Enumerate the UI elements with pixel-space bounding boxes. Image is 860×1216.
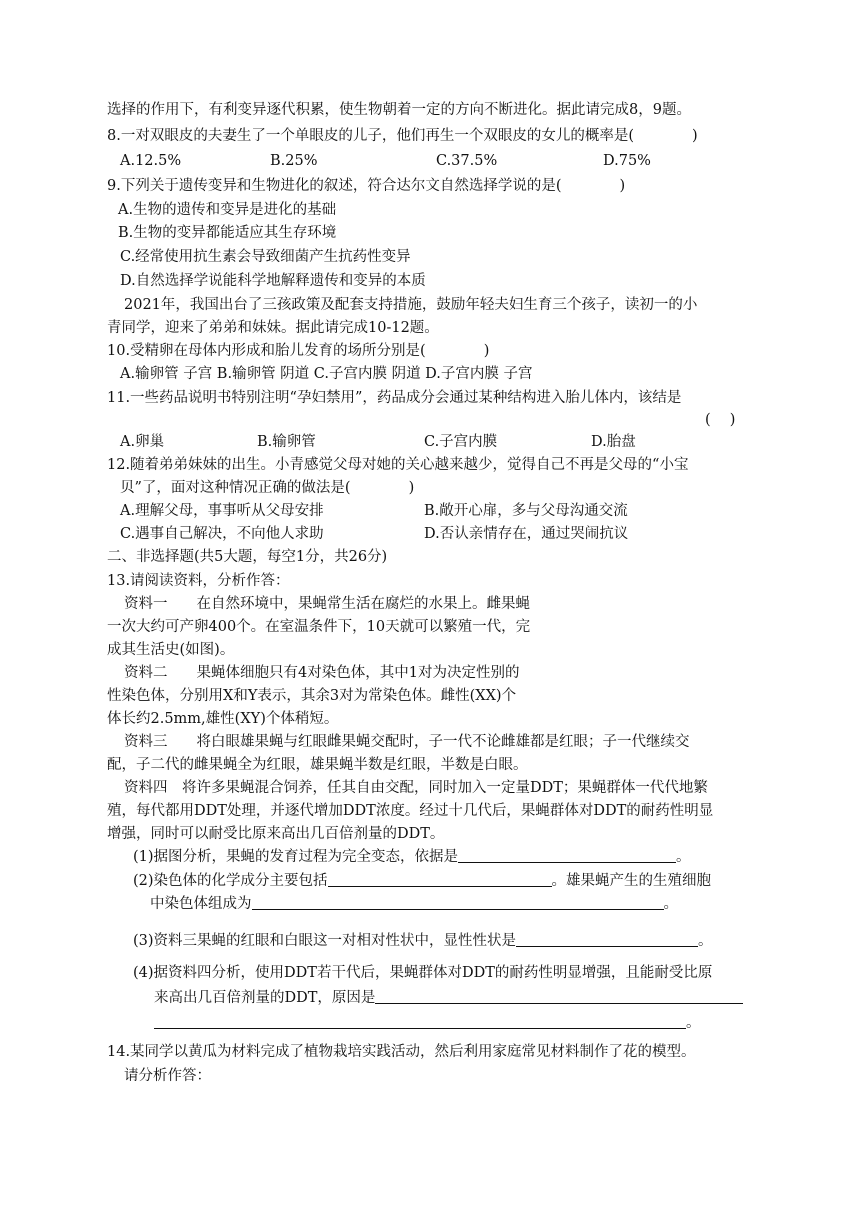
q11-option-d: D.胎盘	[591, 434, 636, 450]
answer-blank-2a[interactable]	[328, 872, 552, 887]
question-10: 10.受精卵在母体内形成和胎儿发育的场所分别是( )	[107, 343, 490, 359]
question-14-line-2: 请分析作答：	[124, 1068, 211, 1084]
q11-option-b: B.输卵管	[257, 434, 316, 450]
q8-option-b: B.25%	[270, 153, 318, 169]
sub-question-3: (3)资料三果蝇的红眼和白眼这一对相对性状中，显性性状是 。	[133, 933, 713, 949]
material-1-line-2: 一次大约可产卵400个。在室温条件下，10天就可以繁殖一代，完	[107, 619, 531, 635]
intro-end-line: 选择的作用下，有利变异逐代积累，使生物朝着一定的方向不断进化。据此请完成8，9题。	[107, 102, 691, 118]
q9-option-b: B.生物的变异都能适应其生存环境	[118, 225, 337, 241]
material-3-line-1: 资料三 将白眼雄果蝇与红眼雌果蝇交配时，子一代不论雌雄都是红眼；子一代继续交	[124, 734, 690, 750]
material-1-line-3: 成其生活史(如图)。	[107, 642, 235, 658]
sub-question-2-cont: 中染色体组成为 。	[150, 896, 678, 912]
q9-option-a: A.生物的遗传和变异是进化的基础	[118, 202, 337, 218]
question-9: 9.下列关于遗传变异和生物进化的叙述，符合达尔文自然选择学说的是( )	[107, 178, 626, 194]
intro2-line-1: 2021年，我国出台了三孩政策及配套支持措施，鼓励年轻夫妇生育三个孩子，读初一的小	[124, 297, 698, 313]
q11-option-c: C.子宫内膜	[424, 434, 498, 450]
question-12-line-1: 12.随着弟弟妹妹的出生。小青感觉父母对她的关心越来越少，觉得自己不再是父母的“小宝	[107, 457, 689, 473]
q11-option-a: A.卵巢	[120, 434, 165, 450]
sub-question-4-line-3: 。	[154, 1013, 701, 1033]
q9-option-c: C.经常使用抗生素会导致细菌产生抗药性变异	[120, 249, 411, 265]
sub-question-2: (2)染色体的化学成分主要包括 。雄果蝇产生的生殖细胞	[133, 873, 712, 889]
intro2-line-2: 青同学，迎来了弟弟和妹妹。据此请完成10-12题。	[107, 320, 439, 336]
q12-option-c: C.遇事自己解决，不向他人求助	[120, 526, 324, 542]
q11-answer-paren: ( )	[705, 412, 736, 428]
material-4-line-2: 殖，每代都用DDT处理，并逐代增加DDT浓度。经过十几代后，果蝇群体对DDT的耐药性明显	[107, 803, 714, 819]
q8-option-d: D.75%	[603, 153, 651, 169]
sub-question-4-line-2: 来高出几百倍剂量的DDT，原因是	[154, 988, 743, 1008]
sub-question-4-line-1: (4)据资料四分析，使用DDT若干代后，果蝇群体对DDT的耐药性明显增强，且能耐受比原	[133, 965, 713, 981]
material-2-line-2: 性染色体，分别用X和Y表示，其余3对为常染色体。雌性(XX)个	[107, 688, 517, 704]
q12-option-a: A.理解父母，事事听从父母安排	[120, 503, 324, 519]
sub-question-1: (1)据图分析，果蝇的发育过程为完全变态，依据是 。	[133, 849, 691, 865]
question-8: 8.一对双眼皮的夫妻生了一个单眼皮的儿子，他们再生一个双眼皮的女儿的概率是( )	[107, 128, 698, 144]
material-2-line-3: 体长约2.5mm,雄性(XY)个体稍短。	[107, 711, 339, 727]
answer-blank-4a[interactable]	[375, 989, 743, 1004]
question-14-line-1: 14.某同学以黄瓜为材料完成了植物栽培实践活动，然后利用家庭常见材料制作了花的模型。	[107, 1044, 696, 1060]
question-12-line-2: 贝”了，面对这种情况正确的做法是( )	[120, 480, 415, 496]
material-1-line-1: 资料一 在自然环境中，果蝇常生活在腐烂的水果上。雌果蝇	[124, 596, 530, 612]
question-13: 13.请阅读资料，分析作答：	[107, 573, 290, 589]
q9-option-d: D.自然选择学说能科学地解释遗传和变异的本质	[120, 273, 426, 289]
q12-option-b: B.敞开心扉，多与父母沟通交流	[424, 503, 628, 519]
material-3-line-2: 配，子二代的雌果蝇全为红眼，雄果蝇半数是红眼，半数是白眼。	[107, 757, 528, 773]
q8-option-a: A.12.5%	[120, 153, 182, 169]
section-2-heading: 二、非选择题(共5大题，每空1分，共26分)	[107, 549, 388, 565]
answer-blank-4b[interactable]	[154, 1014, 686, 1029]
q10-options: A.输卵管 子宫 B.输卵管 阴道 C.子宫内膜 阴道 D.子宫内膜 子宫	[120, 366, 533, 382]
q12-option-d: D.否认亲情存在，通过哭闹抗议	[424, 526, 629, 542]
material-2-line-1: 资料二 果蝇体细胞只有4对染色体，其中1对为决定性别的	[124, 665, 520, 681]
answer-blank-2b[interactable]	[252, 895, 664, 910]
answer-blank-3[interactable]	[516, 932, 698, 947]
material-4-line-1: 资料四 将许多果蝇混合饲养，任其自由交配，同时加入一定量DDT；果蝇群体一代代地繁	[124, 780, 708, 796]
answer-blank-1[interactable]	[458, 848, 676, 863]
material-4-line-3: 增强，同时可以耐受比原来高出几百倍剂量的DDT。	[107, 826, 445, 842]
question-11: 11.一些药品说明书特别注明“孕妇禁用”，药品成分会通过某种结构进入胎儿体内，该结是	[107, 390, 682, 406]
q8-option-c: C.37.5%	[436, 153, 498, 169]
